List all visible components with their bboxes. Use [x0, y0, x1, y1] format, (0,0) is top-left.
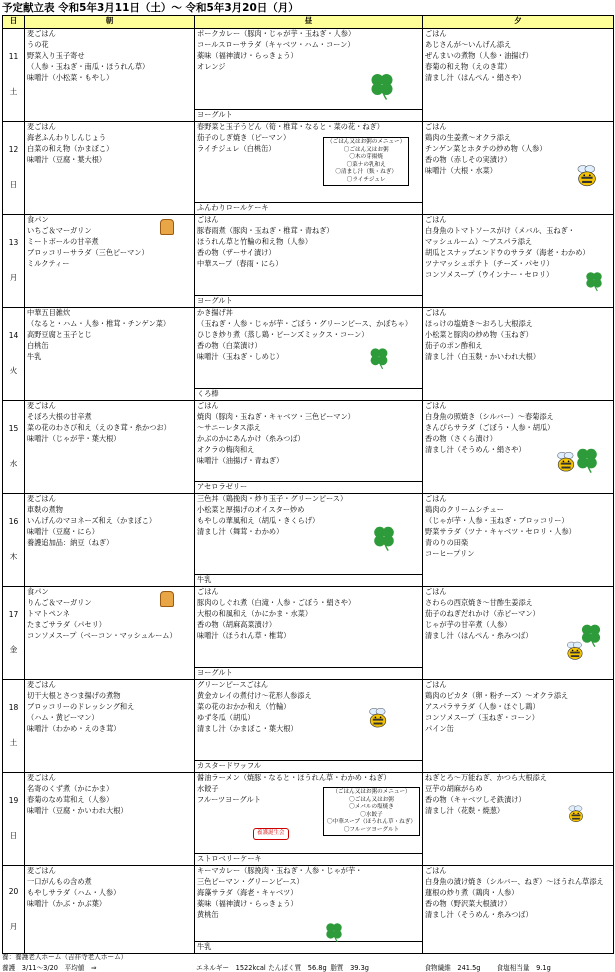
menu-item: ほっけの塩焼き～おろし大根添え — [425, 319, 533, 328]
menu-item: 豚肉のしぐれ煮（白滝・人参・ごぼう・絹さや） — [197, 598, 356, 607]
alternate-menu-line: 〇中華スープ（ほうれん草・ねぎ） — [327, 819, 416, 826]
date-number: 15 — [8, 424, 19, 434]
menu-item: 小松菜と豚肉の炒め物（玉ねぎ） — [425, 330, 533, 339]
header-lunch: 昼 — [195, 16, 423, 29]
menu-item: あじさんが～いんげん添え — [425, 40, 512, 49]
menu-item: コンソメスープ（ベーコン・マッシュルーム） — [27, 631, 177, 640]
breakfast-cell — [25, 494, 195, 587]
weekday: 木 — [9, 552, 18, 561]
menu-item: ほうれん草と竹輪の和え物（人参） — [197, 237, 313, 246]
menu-item: ごはん — [197, 215, 219, 224]
snack-item: ストロベリーケーキ — [195, 853, 422, 865]
breakfast-cell — [25, 122, 195, 215]
alternate-menu-line: 〇ライチジュレ — [346, 176, 386, 183]
menu-item: 茄子のねぎだれかけ（赤ピーマン） — [425, 609, 540, 618]
menu-item: チンゲン菜とホタテの炒め物（人参） — [425, 144, 547, 153]
alternate-menu-line: 〇メバルの塩焼き — [349, 804, 394, 811]
menu-table — [2, 15, 614, 954]
menu-item: ぜんまいの煮物（人参・油揚げ） — [425, 51, 533, 60]
menu-item: ひじき炒り煮（蒸し鶏・ビーンズミックス・コーン） — [197, 330, 369, 339]
menu-item: （玉ねぎ・人参・じゃが芋・ごぼう・グリーンピース、かぼちゃ） — [197, 319, 413, 328]
menu-item: 麦ごはん — [27, 122, 56, 131]
menu-item: 白身魚の照焼き（シルバー）～春菊添え — [425, 412, 554, 421]
menu-item: 野菜サラダ（ツナ・キャベツ・セロリ・人参） — [425, 527, 576, 536]
alternate-menu-line: 〇ごはん又はお粥 — [343, 146, 389, 153]
menu-item: ミートボールの甘辛煮 — [27, 237, 99, 246]
alternate-menu-line: 〇菜ナの乳和え — [346, 161, 386, 168]
menu-item: 味噌汁（豆腐・かいわれ大根） — [27, 806, 128, 815]
menu-item: 味噌汁（かぶ・かぶ葉） — [27, 899, 107, 908]
menu-item: 清まし汁（そうめん・糸みつば） — [425, 910, 533, 919]
menu-item: きんぴらサラダ（ごぼう・人参・胡瓜） — [425, 423, 555, 432]
lunch-cell — [195, 215, 423, 308]
dinner-cell — [423, 773, 614, 866]
menu-item: ツナマッシュポテト（チーズ・パセリ） — [425, 259, 554, 268]
day-row — [3, 308, 614, 401]
menu-item: ごはん — [425, 401, 447, 410]
day-row — [3, 773, 614, 866]
menu-item: 味噌汁（豆腐・にら） — [27, 527, 99, 536]
date-number: 19 — [8, 796, 19, 806]
menu-item: ごはん — [425, 866, 447, 875]
menu-item: 鶏肉のピカタ（卵・粉チーズ）～オクラ添え — [425, 691, 569, 700]
menu-item: 麦ごはん — [27, 680, 56, 689]
menu-item: アスパラサラダ（人参・ほぐし鶏） — [425, 702, 540, 711]
menu-item: ブロッコリーサラダ（三色ピーマン） — [27, 248, 149, 257]
menu-item: たまごサラダ（パセリ） — [27, 620, 106, 629]
weekday: 水 — [9, 459, 18, 468]
menu-item: オレンジ — [197, 62, 226, 71]
lunch-cell — [195, 401, 423, 494]
weekday: 土 — [9, 738, 18, 747]
footer-nutrition — [2, 962, 613, 972]
nutrition-protein: たんぱく質 56.8g — [268, 964, 327, 972]
menu-item: 養護追加品：納豆（ねぎ） — [27, 538, 114, 547]
menu-item: 香の物（さくら漬け） — [425, 434, 497, 443]
menu-item: トマトペンネ — [27, 609, 70, 618]
menu-item: 清まし汁（かまぼこ・葉大根） — [197, 724, 298, 733]
dinner-cell — [423, 401, 614, 494]
menu-item: 鶏肉のクリームシチュー — [425, 505, 504, 514]
alternate-menu-line: 〇ごはん又はお粥 — [349, 796, 394, 803]
lunch-cell — [195, 494, 423, 587]
menu-item: コンソメスープ（ウインナー・セロリ） — [425, 270, 554, 279]
menu-item: 白身魚のトマトソースがけ（メバル、玉ねぎ・ — [425, 226, 575, 235]
menu-item: 春菊のなめ茸和え（人参） — [27, 795, 114, 804]
breakfast-cell — [25, 680, 195, 773]
bee-icon — [565, 803, 587, 828]
menu-item: 野菜入り玉子寄せ — [27, 51, 85, 60]
nutrition-fiber: 食物繊維 241.5g — [424, 964, 481, 972]
day-cell — [3, 29, 25, 122]
menu-item: もやしサラダ（ハム・人参） — [27, 888, 121, 897]
menu-item: 豚春雨煮（豚肉・玉ねぎ・椎茸・青ねぎ） — [197, 226, 334, 235]
menu-item: 名寄のくず煮（かにかま） — [27, 784, 114, 793]
menu-item: 中華スープ（春雨・にら） — [197, 259, 283, 268]
menu-item: 海老ふんわりしんじょう — [27, 133, 107, 142]
menu-item: ごはん — [425, 29, 447, 38]
day-cell — [3, 215, 25, 308]
menu-item: 高野豆腐と玉子とじ — [27, 330, 92, 339]
menu-item: 清まし汁（花麩・焼葱） — [425, 806, 505, 815]
header-row — [3, 16, 614, 29]
bread-icon — [160, 219, 174, 235]
nutrition-label: 養護 3/11～3/20 平均値 ⇒ — [2, 964, 97, 972]
menu-item: （なると・ハム・人参・椎茸・チンゲン菜） — [27, 319, 171, 328]
lunch-cell — [195, 680, 423, 773]
menu-item: 味噌汁（豆腐・葉大根） — [27, 155, 107, 164]
dinner-cell — [423, 29, 614, 122]
menu-item: コンソメスープ（玉ねぎ・コーン） — [425, 713, 539, 722]
menu-item: 薬味（福神漬け・らっきょう） — [197, 51, 298, 60]
snack-item: カスタードワッフル — [195, 760, 422, 772]
menu-item: 三色ピーマン・グリーンピース） — [197, 877, 304, 886]
menu-item: 味噌汁（大根・水菜） — [425, 166, 497, 175]
menu-item: 醤油ラーメン（焼豚・なると・ほうれん草・わかめ・ねぎ） — [197, 773, 391, 782]
menu-item: 味噌汁（ほうれん草・椎茸） — [197, 631, 291, 640]
menu-item: 豆芋の胡麻がらめ — [425, 784, 483, 793]
menu-item: 味噌汁（玉ねぎ・しめじ） — [197, 352, 284, 361]
day-cell — [3, 122, 25, 215]
bee-icon — [365, 705, 391, 734]
header-day: 日 — [3, 16, 25, 29]
menu-item: 春菊の和え物（えのき茸） — [425, 62, 512, 71]
dinner-cell — [423, 215, 614, 308]
menu-item: ミルクティー — [27, 259, 70, 268]
menu-item: 中華五目雑炊 — [27, 308, 71, 317]
menu-item: ブロッコリーのドレッシング和え — [27, 702, 135, 711]
menu-item: かき揚げ丼 — [197, 308, 233, 317]
day-cell — [3, 401, 25, 494]
breakfast-cell — [25, 215, 195, 308]
menu-item: 香の物（野沢菜大根漬け） — [425, 899, 512, 908]
weekday: 日 — [9, 831, 18, 840]
menu-item: ごはん — [425, 494, 447, 503]
day-row — [3, 215, 614, 308]
clover-icon — [323, 921, 345, 946]
menu-item: 車麩の煮物 — [27, 505, 63, 514]
snack-item: アセロラゼリー — [195, 481, 422, 493]
bee-icon — [573, 162, 601, 193]
menu-item: 菜の花のおかか和え（竹輪） — [197, 702, 291, 711]
header-breakfast: 朝 — [25, 16, 195, 29]
day-row — [3, 29, 614, 122]
menu-item: ライチジュレ（白桃缶） — [197, 144, 276, 153]
bee-icon — [563, 639, 587, 666]
menu-item: 味噌汁（じゃが芋・葉大根） — [27, 434, 121, 443]
menu-item: 蓮根の炒り煮（鶏肉・人参） — [425, 888, 519, 897]
menu-item: 切干大根とさつま揚げの煮物 — [27, 691, 121, 700]
date-number: 17 — [8, 610, 19, 620]
menu-item: ポークカレー（豚肉・じゃが芋・玉ねぎ・人参） — [197, 29, 356, 38]
menu-item: 薬味（福神漬け・らっきょう） — [197, 899, 298, 908]
lunch-cell — [195, 29, 423, 122]
menu-item: 胡瓜とスナップエンドウのサラダ（海老・わかめ） — [425, 248, 590, 257]
menu-item: （人参・玉ねぎ・南瓜・ほうれん草） — [27, 62, 150, 71]
menu-item: かぶのかにあんかけ（糸みつば） — [197, 434, 305, 443]
date-number: 14 — [8, 331, 19, 341]
weekday: 月 — [9, 273, 18, 282]
menu-item: 食パン — [27, 215, 49, 224]
alternate-menu-line: 〇清まし汁（麩・ねぎ） — [335, 169, 397, 176]
menu-item: 香の物（ザーサイ漬け） — [197, 248, 276, 257]
menu-item: 香の物（キャベツしそ鉄漬け） — [425, 795, 526, 804]
alternate-menu-line: 〇フルーツヨーグルト — [343, 826, 400, 833]
menu-item: そぼろ大根の甘辛煮 — [27, 412, 92, 421]
clover-icon — [367, 71, 397, 104]
menu-item: さわらの西京焼き～甘酢生姜添え — [425, 598, 533, 607]
menu-item: 食パン — [27, 587, 49, 596]
breakfast-cell — [25, 401, 195, 494]
menu-item: ごはん — [425, 308, 447, 317]
clover-icon — [370, 524, 398, 555]
menu-item: ごはん — [197, 401, 219, 410]
menu-item: うの花 — [27, 40, 49, 49]
lunch-cell — [195, 587, 423, 680]
alternate-menu-line: （ごはん又はお粥のメニュー） — [332, 789, 411, 795]
menu-item: 黄金カレイの煮付け～花形人参添え — [197, 691, 312, 700]
snack-item: ふんわりロールケーキ — [195, 202, 422, 214]
menu-item: ごはん — [425, 680, 447, 689]
date-number: 20 — [8, 886, 19, 896]
menu-item: いちご＆マーガリン — [27, 226, 92, 235]
menu-item: 麦ごはん — [27, 866, 56, 875]
day-cell — [3, 494, 25, 587]
menu-item: （ハム・黄ピーマン） — [27, 713, 99, 722]
clover-icon — [583, 270, 605, 295]
page-title: 予定献立表 令和5年3月11日（土）～ 令和5年3月20日（月） — [2, 2, 299, 14]
lunch-cell — [195, 866, 423, 954]
nutrition-fat: 脂質 39.3g — [330, 964, 369, 972]
breakfast-cell — [25, 587, 195, 680]
day-cell — [3, 308, 25, 401]
menu-item: オクラの梅肉和え — [197, 445, 255, 454]
snack-item: ヨーグルト — [195, 109, 422, 121]
bee-icon — [553, 449, 579, 478]
menu-item: じゃが芋の甘辛煮（人参） — [425, 620, 512, 629]
menu-item: 水餃子 — [197, 784, 219, 793]
menu-item: ゆず冬瓜（胡瓜） — [197, 713, 255, 722]
nutrition-salt: 食塩相当量 9.1g — [496, 964, 551, 972]
menu-item: 黄桃缶 — [197, 910, 219, 919]
menu-item: 小松菜と厚揚げのオイスター炒め — [197, 505, 305, 514]
menu-item: 大根の和風和え（かにかま・水菜） — [197, 609, 313, 618]
breakfast-cell — [25, 773, 195, 866]
menu-item: ごはん — [425, 587, 447, 596]
menu-item: 麦ごはん — [27, 494, 56, 503]
alternate-menu-line: （ごはん又はお粥のメニュー） — [327, 139, 406, 145]
breakfast-cell — [25, 308, 195, 401]
alternate-menu-line: 〇木の芽揚焼 — [349, 154, 383, 161]
day-cell — [3, 773, 25, 866]
menu-item: 清まし汁（白玉麩・かいわれ大根） — [425, 352, 541, 361]
day-row — [3, 401, 614, 494]
weekday: 月 — [9, 921, 18, 931]
menu-item: 三色丼（鶏挽肉・炒り玉子・グリーンピース） — [197, 494, 348, 503]
menu-item: ごはん — [425, 215, 447, 224]
menu-item: 香の物（胡麻高菜漬け） — [197, 620, 277, 629]
footer-legend: 養：養護老人ホーム（吉祥寺老人ホーム） — [2, 953, 128, 961]
dinner-cell — [423, 680, 614, 773]
dinner-cell — [423, 122, 614, 215]
menu-item: マッシュルーム）～アスパラ添え — [425, 237, 533, 246]
menu-item: 香の物（赤しその実漬け） — [425, 155, 512, 164]
menu-item: コーヒープリン — [425, 549, 475, 558]
weekday: 日 — [9, 180, 18, 189]
menu-item: いんげんのマヨネーズ和え（かまぼこ） — [27, 516, 157, 525]
dinner-cell — [423, 494, 614, 587]
date-number: 12 — [8, 145, 19, 155]
dinner-cell — [423, 587, 614, 680]
menu-item: 一口がんもの含め煮 — [27, 877, 92, 886]
weekday: 火 — [9, 366, 18, 375]
snack-item: 牛乳 — [195, 574, 422, 586]
menu-item: 白菜の和え物（かまぼこ） — [27, 144, 114, 153]
day-row — [3, 680, 614, 773]
bread-icon — [160, 591, 174, 607]
menu-item: 青のりの田楽 — [425, 538, 469, 547]
menu-item: 麦ごはん — [27, 29, 56, 38]
birthday-stamp: 養護誕生会 — [253, 828, 289, 840]
alternate-menu-box — [323, 137, 409, 186]
menu-item: 清まし汁（そうめん・絹さや） — [425, 445, 526, 454]
clover-icon — [367, 346, 391, 373]
menu-item: 香の物（白菜漬け） — [197, 341, 262, 350]
day-cell — [3, 680, 25, 773]
menu-item: 清まし汁（はんぺん・絹さや） — [425, 73, 526, 82]
menu-body — [3, 29, 614, 954]
menu-item: 清まし汁（舞茸・わかめ） — [197, 527, 284, 536]
lunch-cell — [195, 773, 423, 866]
day-cell — [3, 587, 25, 680]
menu-item: りんご＆マーガリン — [27, 598, 92, 607]
menu-item: （じゃが芋・人参・玉ねぎ・ブロッコリー） — [425, 516, 569, 525]
menu-item: 味噌汁（小松菜・もやし） — [27, 73, 114, 82]
menu-item: コールスローサラダ（キャベツ・ハム・コーン） — [197, 40, 355, 49]
alternate-menu-line: 〇水餃子 — [360, 811, 383, 818]
menu-item: 味噌汁（わかめ・えのき茸） — [27, 724, 121, 733]
lunch-cell — [195, 122, 423, 215]
menu-item: 味噌汁（油揚げ・青ねぎ） — [197, 456, 284, 465]
nutrition-energy: エネルギー 1522kcal — [196, 964, 266, 972]
date-number: 13 — [8, 238, 19, 248]
date-number: 16 — [8, 517, 19, 527]
menu-item: もやしの華風和え（胡瓜・きくらげ） — [197, 516, 320, 525]
day-row — [3, 122, 614, 215]
menu-item: 牛乳 — [27, 352, 42, 361]
dinner-cell — [423, 308, 614, 401]
snack-item: くろ棒 — [195, 388, 422, 400]
menu-item: 茄子のしぎ焼き（ピーマン） — [197, 133, 291, 142]
day-row — [3, 587, 614, 680]
menu-item: フルーツヨーグルト — [197, 795, 261, 804]
menu-item: ごはん — [425, 122, 447, 131]
menu-item: ねぎとろ～万能ねぎ、かつら大根添え — [425, 773, 547, 782]
menu-item: 春野菜と玉子うどん（筍・椎茸・なると・菜の花・ねぎ） — [197, 122, 384, 131]
date-number: 11 — [8, 52, 19, 62]
menu-item: 清まし汁（はんぺん・糸みつば） — [425, 631, 533, 640]
date-number: 18 — [8, 703, 19, 713]
menu-item: 白身魚の漬け焼き（シルバー、ねぎ）～ほうれん草添え — [425, 877, 604, 886]
lunch-cell — [195, 308, 423, 401]
menu-item: 茄子のポン酢和え — [425, 341, 483, 350]
menu-item: 鶏肉の生姜煮～オクラ添え — [425, 133, 512, 142]
menu-item: 菜の花のわさび和え（えのき茸・糸かつお） — [27, 423, 171, 432]
day-row — [3, 866, 614, 954]
menu-item: キーマカレー（豚挽肉・玉ねぎ・人参・じゃが芋・ — [197, 866, 363, 875]
menu-item: 白桃缶 — [27, 341, 49, 350]
dinner-cell — [423, 866, 614, 954]
menu-item: ～サニーレタス添え — [197, 423, 261, 432]
menu-item: 麦ごはん — [27, 401, 56, 410]
menu-item: パイン缶 — [425, 724, 454, 733]
header-dinner: 夕 — [423, 16, 614, 29]
snack-item: ヨーグルト — [195, 667, 422, 679]
day-cell — [3, 866, 25, 954]
weekday: 土 — [9, 87, 18, 96]
snack-item: 牛乳 — [195, 941, 422, 953]
breakfast-cell — [25, 29, 195, 122]
day-row — [3, 494, 614, 587]
breakfast-cell — [25, 866, 195, 954]
menu-item: 麦ごはん — [27, 773, 56, 782]
menu-item: ごはん — [197, 587, 219, 596]
menu-item: グリーンピースごはん — [197, 680, 269, 689]
menu-item: 海藻サラダ（海老・キャベツ） — [197, 888, 298, 897]
snack-item: ヨーグルト — [195, 295, 422, 307]
weekday: 金 — [9, 645, 18, 654]
menu-item: 焼肉（豚肉・玉ねぎ・キャベツ・三色ピーマン） — [197, 412, 355, 421]
alternate-menu-box — [323, 787, 420, 836]
